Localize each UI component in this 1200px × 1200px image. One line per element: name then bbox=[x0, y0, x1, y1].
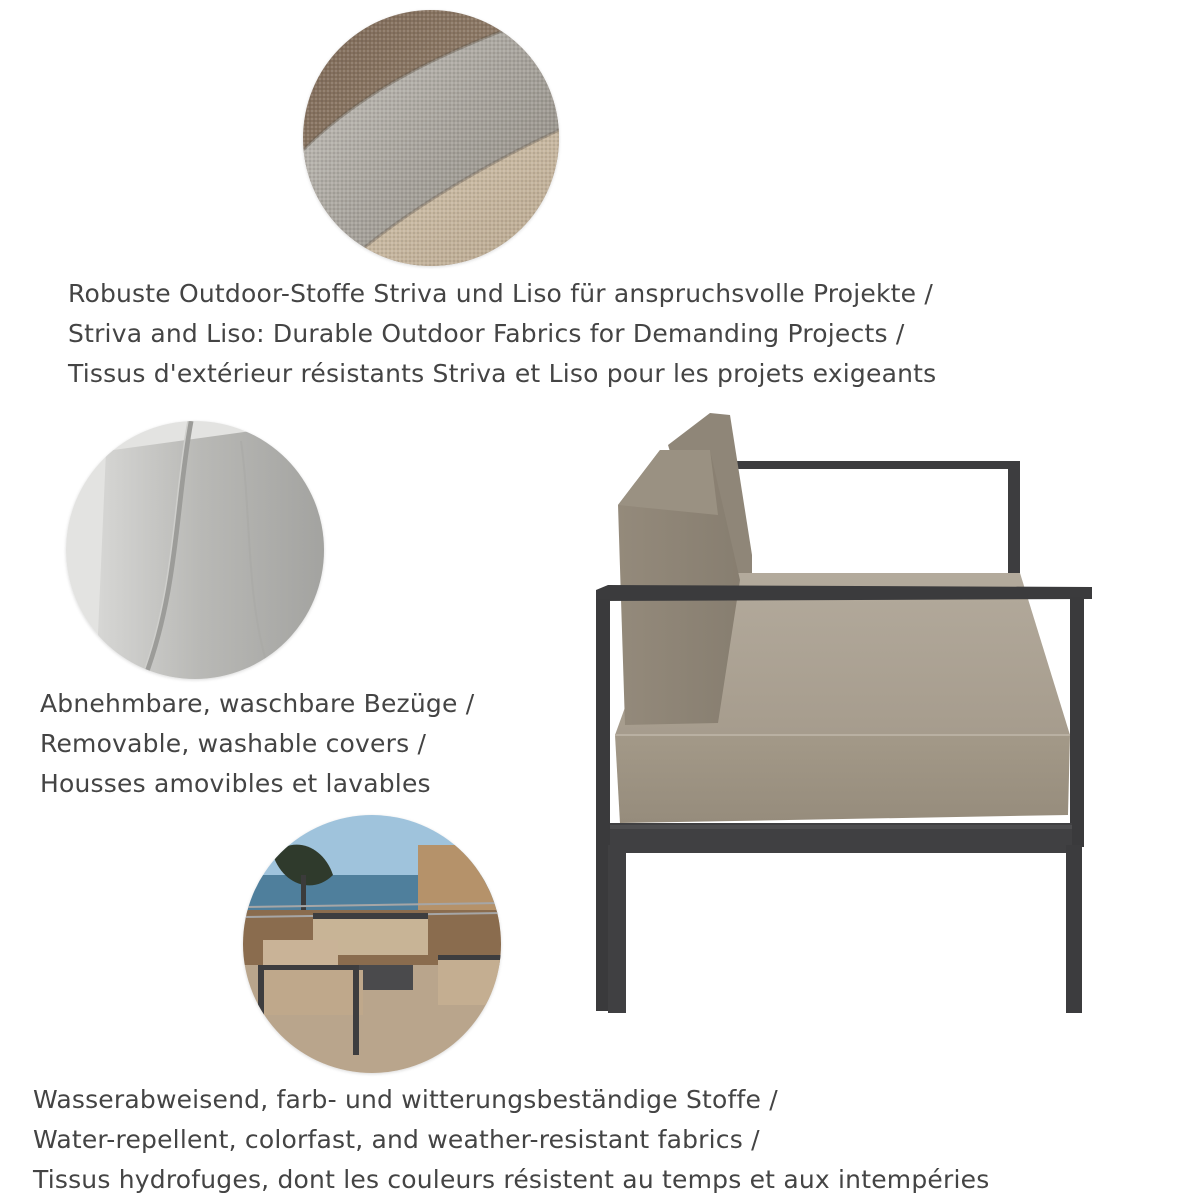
weather-caption-de: Wasserabweisend, farb- und witterungsbeständige Stoffe / bbox=[33, 1085, 778, 1114]
fabric-rolls-photo bbox=[303, 10, 559, 266]
fabrics-caption-en: Striva and Liso: Durable Outdoor Fabrics for Demanding Projects / bbox=[68, 319, 905, 348]
lounge-armchair-image bbox=[590, 405, 1100, 1025]
fabrics-caption-fr: Tissus d'extérieur résistants Striva et Liso pour les projets exigeants bbox=[68, 359, 937, 388]
terrace-lounge-photo bbox=[243, 815, 501, 1073]
weather-caption bbox=[33, 1080, 989, 1200]
covers-caption-en: Removable, washable covers / bbox=[40, 729, 427, 758]
weather-caption-fr: Tissus hydrofuges, dont les couleurs résistent au temps et aux intempéries bbox=[33, 1165, 990, 1194]
covers-caption bbox=[40, 684, 474, 804]
weather-caption-en: Water-repellent, colorfast, and weather-resistant fabrics / bbox=[33, 1125, 760, 1154]
cushion-cover-photo bbox=[66, 421, 324, 679]
fabrics-caption-de: Robuste Outdoor-Stoffe Striva und Liso für anspruchsvolle Projekte / bbox=[68, 279, 933, 308]
covers-caption-fr: Housses amovibles et lavables bbox=[40, 769, 431, 798]
fabrics-caption bbox=[68, 274, 936, 394]
covers-caption-de: Abnehmbare, waschbare Bezüge / bbox=[40, 689, 475, 718]
